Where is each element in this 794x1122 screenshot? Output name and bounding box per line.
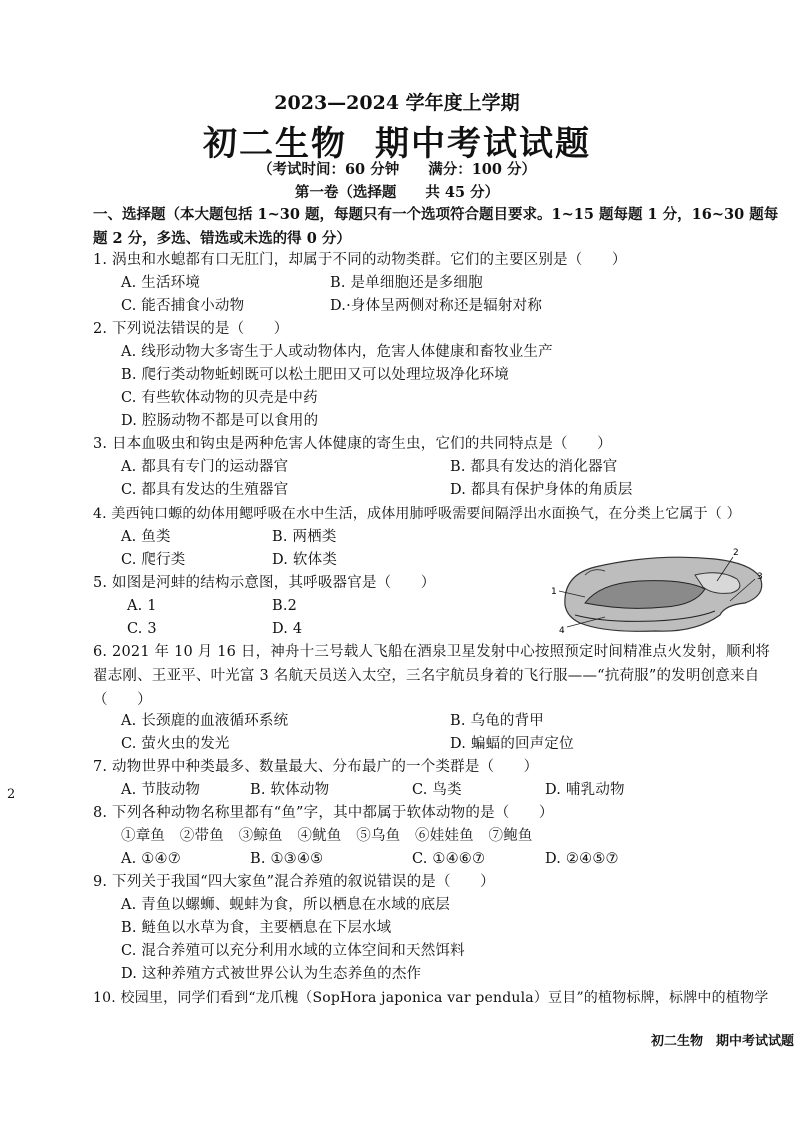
question-6-option-d: D. 蝙蝠的回声定位 <box>450 736 574 752</box>
question-6-option-c: C. 萤火虫的发光 <box>121 736 230 752</box>
title-subject: 初二生物 <box>203 124 347 164</box>
question-4-option-a: A. 鱼类 <box>121 529 171 545</box>
question-1-option-b: B. 是单细胞还是多细胞 <box>330 275 483 291</box>
question-4-option-c: C. 爬行类 <box>121 552 186 568</box>
question-5-option-d: D. 4 <box>272 621 303 637</box>
margin-page-number: 2 <box>7 787 16 802</box>
question-7-option-a: A. 节肢动物 <box>121 782 201 798</box>
question-2-option-c: C. 有些软体动物的贝壳是中药 <box>121 390 318 406</box>
question-2-stem: 2. 下列说法错误的是（ ） <box>93 321 289 337</box>
question-9-stem: 9. 下列关于我国“四大家鱼”混合养殖的叙说错误的是（ ） <box>93 874 495 890</box>
question-8-option-d: D. ②④⑤⑦ <box>545 851 619 867</box>
question-7-stem: 7. 动物世界中种类最多、数量最大、分布最广的一个类群是（ ） <box>93 759 539 775</box>
figure-label-1: 1 <box>551 587 557 597</box>
question-2-option-b: B. 爬行类动物蚯蚓既可以松土肥田又可以处理垃圾净化环境 <box>121 367 509 383</box>
page-footer: 初二生物 期中考试试题 <box>650 1034 794 1049</box>
question-1-option-d: D.·身体呈两侧对称还是辐射对称 <box>330 298 543 314</box>
question-6-option-a: A. 长颈鹿的血液循环系统 <box>121 713 289 729</box>
question-9-option-a: A. 青鱼以螺蛳、蚬蚌为食，所以栖息在水域的底层 <box>121 897 450 913</box>
question-5-option-c: C. 3 <box>127 621 157 637</box>
question-5-option-a: A. 1 <box>127 598 157 614</box>
question-5-stem: 5. 如图是河蚌的结构示意图，其呼吸器官是（ ） <box>93 575 436 591</box>
question-10-stem: 10. 校园里，同学们看到“龙爪槐（SopHora japonica var pendula）豆目”的植物标牌，标牌中的植物学 <box>93 990 769 1006</box>
question-3-option-b: B. 都具有发达的消化器官 <box>450 459 618 475</box>
question-9-option-b: B. 鲢鱼以水草为食，主要栖息在下层水域 <box>121 920 392 936</box>
question-2-option-d: D. 腔肠动物不都是可以食用的 <box>121 413 319 429</box>
question-3-option-c: C. 都具有发达的生殖器官 <box>121 482 289 498</box>
question-8-option-a: A. ①④⑦ <box>121 851 181 867</box>
question-8-items: ①章鱼 ②带鱼 ③鲸鱼 ④鱿鱼 ⑤乌鱼 ⑥娃娃鱼 ⑦鲍鱼 <box>121 828 533 844</box>
exam-year: 2023—2024 学年度上学期 <box>274 92 520 114</box>
volume-heading: 第一卷（选择题 共 45 分） <box>294 184 500 201</box>
question-4-stem: 4. 美西钝口螈的幼体用鳃呼吸在水中生活，成体用肺呼吸需要间隔浮出水面换气，在分类上它属于（ ） <box>93 506 741 522</box>
section-instructions: 一、选择题（本大题包括 1~30 题，每题只有一个选项符合题目要求。1~15 题每题 1 分，16~30 题每题 2 分，多选、错选或未选的得 0 分） <box>93 206 779 247</box>
question-3-stem: 3. 日本血吸虫和钩虫是两种危害人体健康的寄生虫，它们的共同特点是（ ） <box>93 436 612 452</box>
question-7-option-c: C. 鸟类 <box>412 782 462 798</box>
question-6-option-b: B. 乌龟的背甲 <box>450 713 544 729</box>
exam-meta: （考试时间：60 分钟 满分：100 分） <box>257 161 537 178</box>
title-exam: 期中考试试题 <box>375 124 591 164</box>
question-4-option-d: D. 软体类 <box>272 552 338 568</box>
figure-label-2: 2 <box>733 548 739 558</box>
question-5-option-b: B.2 <box>272 598 298 614</box>
question-9-option-c: C. 混合养殖可以充分利用水域的立体空间和天然饵料 <box>121 943 465 959</box>
figure-label-3: 3 <box>757 572 763 582</box>
question-8-stem: 8. 下列各种动物名称里都有“鱼”字，其中都属于软体动物的是（ ） <box>93 805 554 821</box>
question-3-option-a: A. 都具有专门的运动器官 <box>121 459 289 475</box>
question-4-option-b: B. 两栖类 <box>272 529 337 545</box>
question-8-option-c: C. ①④⑥⑦ <box>412 851 486 867</box>
question-9-option-d: D. 这种养殖方式被世界公认为生态养鱼的杰作 <box>121 966 422 982</box>
mussel-structure-figure <box>545 545 785 637</box>
question-8-option-b: B. ①③④⑤ <box>250 851 324 867</box>
question-1-stem: 1. 涡虫和水螅都有口无肛门，却属于不同的动物类群。它们的主要区别是（ ） <box>93 252 627 268</box>
question-1-option-a: A. 生活环境 <box>121 275 201 291</box>
question-6-stem: 6. 2021 年 10 月 16 日，神舟十三号载人飞船在酒泉卫星发射中心按照预定时间精准点火发射，顺利将翟志刚、王亚平、叶光富 3 名航天员送入太空，三名宇航员身着的飞行服——“抗荷服”的发明创意来自（ ） <box>93 644 771 708</box>
question-1-option-c: C. 能否捕食小动物 <box>121 298 245 314</box>
question-7-option-d: D. 哺乳动物 <box>545 782 625 798</box>
figure-label-4: 4 <box>559 626 565 636</box>
question-7-option-b: B. 软体动物 <box>250 782 330 798</box>
question-2-option-a: A. 线形动物大多寄生于人或动物体内，危害人体健康和畜牧业生产 <box>121 344 553 360</box>
question-3-option-d: D. 都具有保护身体的角质层 <box>450 482 633 498</box>
